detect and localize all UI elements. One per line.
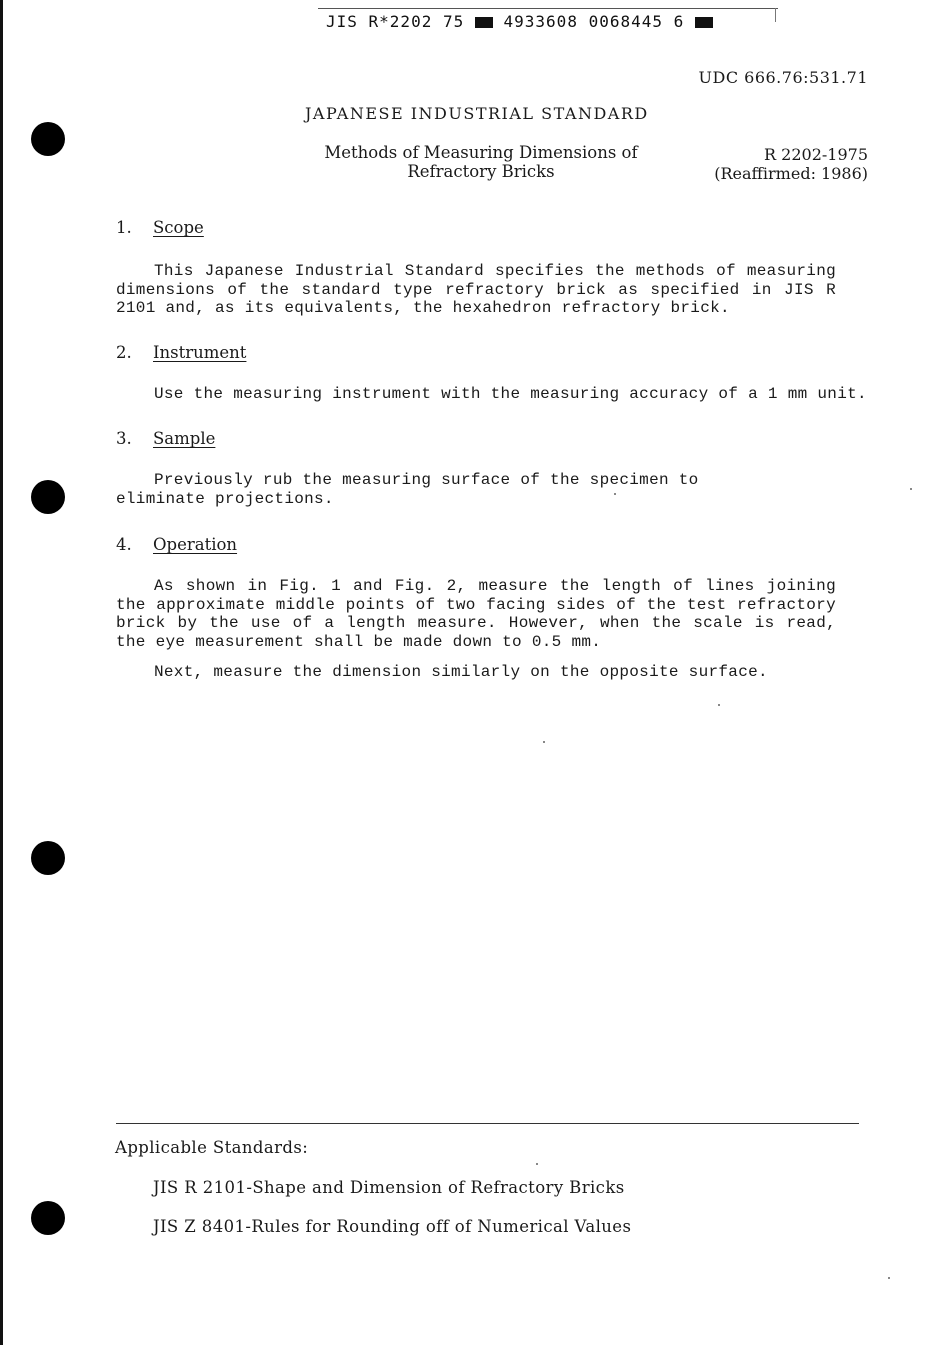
scan-speck <box>543 741 545 743</box>
section-paragraph: As shown in Fig. 1 and Fig. 2, measure the length of lines joining the approximate middle points of two facing sides of the test refractory brick by the use of a length measure. However, when the scale is read, the eye measurement shall be made down to 0.5 mm. <box>116 577 836 651</box>
section-title: Sample <box>153 429 216 448</box>
section-heading <box>116 218 204 237</box>
section-heading <box>116 429 215 448</box>
scan-speck <box>536 1163 538 1165</box>
header-strip <box>326 12 713 31</box>
document-number <box>714 145 868 183</box>
standard-title: JAPANESE INDUSTRIAL STANDARD <box>305 104 649 123</box>
section-paragraph: This Japanese Industrial Standard specifies the methods of measuring dimensions of the standard type refractory brick as specified in JIS R 2101 and, as its equivalents, the hexahedron refractory brick. <box>116 262 836 317</box>
header-rule <box>318 8 778 9</box>
footnote-rule <box>116 1123 859 1124</box>
section-heading <box>116 343 246 362</box>
header-batch: 4933608 0068445 6 <box>503 12 685 31</box>
document-title-line: Methods of Measuring Dimensions of <box>324 143 638 162</box>
scan-speck <box>614 493 616 495</box>
scan-speck <box>718 704 720 706</box>
section-number: 1. <box>116 218 132 237</box>
document-title <box>300 143 662 181</box>
header-tick <box>775 8 776 22</box>
section-title: Operation <box>153 535 238 554</box>
udc-code: UDC 666.76:531.71 <box>698 68 868 87</box>
scan-speck <box>888 1277 890 1279</box>
section-heading <box>116 535 237 554</box>
section-paragraph: Use the measuring instrument with the measuring accuracy of a 1 mm unit. <box>154 385 867 403</box>
applicable-standard-item: JIS R 2101-Shape and Dimension of Refractory Bricks <box>153 1178 625 1197</box>
punch-hole <box>31 122 65 156</box>
punch-hole <box>31 1201 65 1235</box>
standard-number: R 2202-1975 <box>764 145 868 164</box>
redaction-block <box>475 17 493 28</box>
section-paragraph: Previously rub the measuring surface of the specimen to eliminate projections. <box>116 471 699 508</box>
document-title-line: Refractory Bricks <box>407 162 555 181</box>
redaction-block <box>695 17 713 28</box>
scan-speck <box>910 488 912 490</box>
reaffirmed-note: (Reaffirmed: 1986) <box>714 164 868 183</box>
applicable-standard-item: JIS Z 8401-Rules for Rounding off of Numerical Values <box>153 1217 632 1236</box>
section-paragraph: Next, measure the dimension similarly on the opposite surface. <box>154 663 768 681</box>
section-number: 2. <box>116 343 132 362</box>
section-number: 3. <box>116 429 132 448</box>
applicable-standards-heading: Applicable Standards: <box>115 1138 309 1157</box>
punch-hole <box>31 841 65 875</box>
section-title: Instrument <box>153 343 247 362</box>
scan-edge <box>0 0 3 1345</box>
header-code: JIS R*2202 75 <box>326 12 465 31</box>
punch-hole <box>31 480 65 514</box>
section-title: Scope <box>153 218 204 237</box>
section-number: 4. <box>116 535 132 554</box>
